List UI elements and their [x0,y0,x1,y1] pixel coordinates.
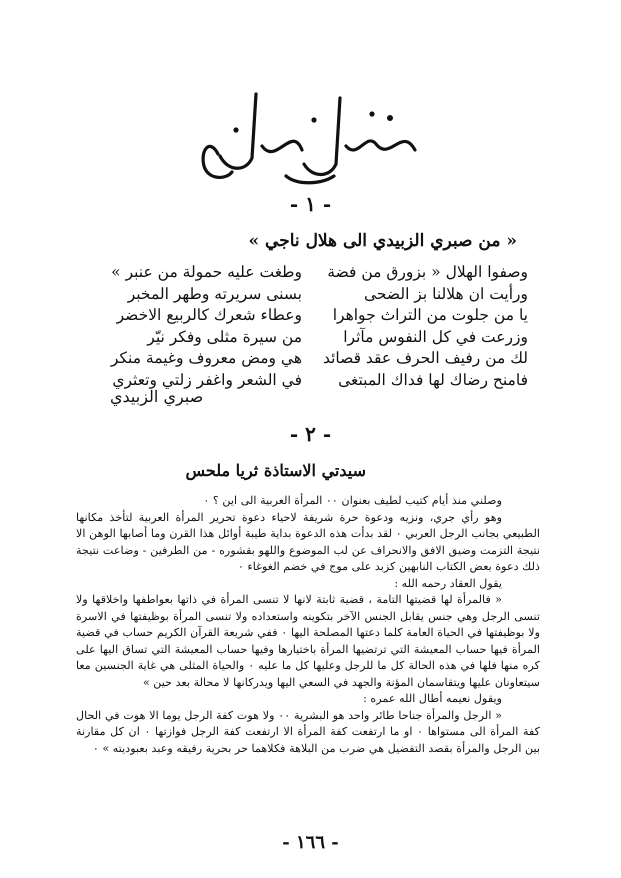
svg-text:من القراء واليهم: من القراء واليهم [306,186,314,187]
poem [92,262,528,391]
section-number: - ٢ - [289,422,332,446]
hemistich: هي ومض معروف وغيمة منكر [110,349,302,367]
section-heading: سيدتي الاستاذة ثريا ملحس [185,461,366,480]
hemistich: بسنى سريرته وطهر المخبر [127,284,302,303]
hemistich: فامنح رضاك لها فداك المبتغى [338,370,528,389]
hemistich: في الشعر واغفر زلتي وتعثري [112,370,302,389]
masthead-calligraphy [190,80,430,190]
quote-paragraph: « الرجل والمرأة جناحا طائر واحد هو البشرية ٠٠ ولا هوت كفة الرجل يوما الا هوت في الحال كفة المرأة الى مستواها ٠ او ما ارتفعت كفة المرأة الا ارتفعت كفة الرجل فوازتها ٠ ان كل مقارنة بين الرجل والمرأة بقصد التفضيل هي ضرب من البلاهة فكلاهما حر بحرية رفيقه وعبد بعبوديته » ٠ [76,708,540,755]
hemistich: يا من جلوت من التراث جواهرا [332,306,528,324]
section-number: - ١ - [289,192,332,216]
hemistich: وعطاء شعرك كالربيع الاخضر [116,306,302,324]
paragraph: وهو رأي جري، ونزيه ودعوة حرة شريفة لاحياء دعوة تحرير المرأة العربية لتأخذ مكانها الطبيعي بجانب الرجل العربي ٠ لقد بدأت هذه الدعوة بداية طيبة أوائل هذا القرن وما أصابها الوهن الا نتيجة التزمت وضيق الافق والانحراف عن لب الموضوع واللهو بقشوره - من الطرفين - وضاعت نتيجة ذلك دعوة بعض الكتاب النابهين كزبد على موج في خضم الغوغاء ٠ [76,510,540,573]
masthead-calligraphy-icon [190,80,430,190]
poem-line [92,305,528,327]
quote-paragraph: « فالمرأة لها قضيتها التامة ، قضية ثابتة لانها لا تنسى المرأة في ذاتها بعواطفها واخلاقها ولا تنسى الرجل وهي جنس يقابل الجنس الآخر بتكوينه واستعداده ولا تنسى المرأة بوظيفتها في الاسرة ولا بوظيفتها في الحياة العامة كلما دعتها المصلحة اليها ٠ ففي شريعة القرآن الكريم حساب في قضية المرأة فيها حساب المعيشة التي ترتضيها المرأة باختيارها وفيها حساب المعيشة التي تساق اليها على كره منها فلها في هذه الحالة كل ما للرجل وعليها كل ما عليه ٠ والحياة المثلى هي غاية الجنسين معا سيتعاونان عليها ويتقاسمان المؤنة والجهد في السعي اليها ويدركانها لا محالة بعد حين » [76,593,540,689]
poem-line [92,284,528,306]
poem-line [92,262,528,284]
hemistich: لك من رفيف الحرف عقد قصائد [322,349,528,367]
page-number: - ١٦٦ - [282,832,339,853]
hemistich: وطغت عليه حمولة من عنبر » [111,263,302,281]
paragraph: يقول العقاد رحمه الله : [394,576,502,590]
hemistich: من سيرة مثلى وفكر نيّر [147,327,302,346]
paragraph: وصلني منذ أيام كتيب لطيف بعنوان ٠٠ المرأة العربية الى اين ؟ ٠ [203,494,502,507]
hemistich: وزرعت في كل النفوس مآثرا [343,327,528,346]
section-heading: « من صبري الزبيدي الى هلال ناجي » [248,231,517,251]
hemistich: وصفوا الهلال « بزورق من فضة [327,263,528,281]
poem-line [92,348,528,370]
hemistich: ورأيت ان هلالنا بز الضحى [363,284,528,303]
article-body [76,493,540,757]
poem-line [92,327,528,349]
signature: صبري الزبيدي [110,387,204,406]
paragraph: ويقول نعيمه أطال الله عمره : [363,692,502,705]
